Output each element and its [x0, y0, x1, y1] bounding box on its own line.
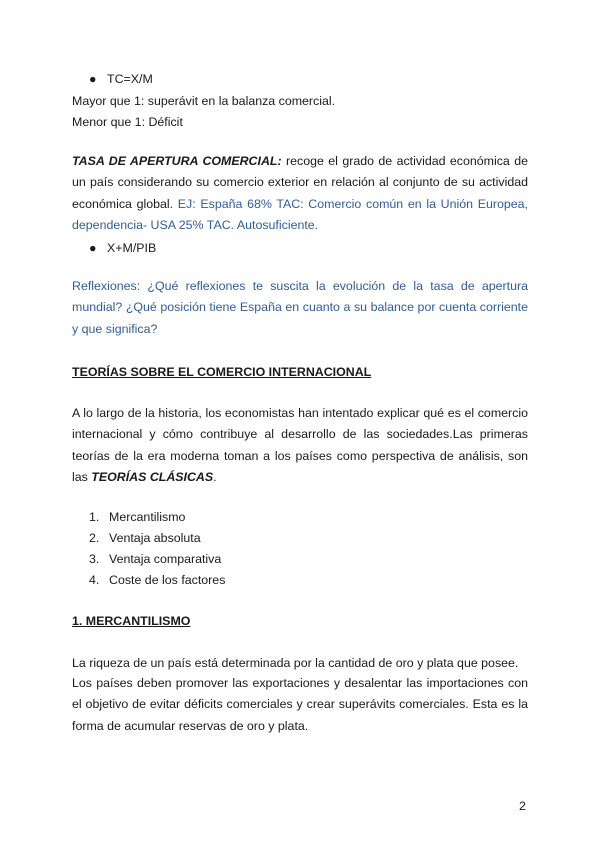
menor-que-1: Menor que 1: Déficit [72, 115, 183, 129]
mayor-que-1: Mayor que 1: superávit en la balanza comercial. [72, 94, 336, 108]
teorias-clasicas: TEORÍAS CLÁSICAS [91, 470, 214, 485]
list-number: 4. [89, 573, 100, 587]
bullet-dot: ● [89, 241, 97, 255]
mercantilismo-p2: Los países deben promover las exportaciones y desalentar las importaciones con el objetivo de evitar déficits comerciales y crear superávits comerciales. Esta es la forma de acumular reservas de oro y plata. [72, 676, 528, 733]
tasa-definition: recoge el grado de actividad económica de un país considerando su comercio exterior en relación al conjunto de su actividad económica global. [72, 154, 528, 211]
list-item: Coste de los factores [109, 573, 226, 587]
teorias-text: A lo largo de la historia, los economistas han intentado explicar qué es el comercio internacional y cómo contribuye al desarrollo de las sociedades.Las primeras teorías de la era moderna toman a los países como perspectiva de análisis, son las [72, 406, 528, 485]
list-item: Mercantilismo [109, 510, 186, 524]
mercantilismo-p1: La riqueza de un país está determinada por la cantidad de oro y plata que posee. [72, 656, 519, 670]
list-number: 1. [89, 510, 100, 524]
teorias-heading: TEORÍAS SOBRE EL COMERCIO INTERNACIONAL [72, 365, 372, 379]
formula-tc: TC=X/M [107, 72, 153, 86]
tasa-term: TASA DE APERTURA COMERCIAL: [72, 154, 282, 168]
list-item: Ventaja absoluta [109, 531, 201, 545]
formula-tac: X+M/PIB [107, 241, 157, 255]
bullet-dot: ● [89, 72, 97, 86]
list-item: Ventaja comparativa [109, 552, 222, 566]
page-number: 2 [519, 799, 526, 813]
tasa-apertura-paragraph [72, 151, 528, 237]
list-number: 2. [89, 531, 100, 545]
reflexiones-paragraph: Reflexiones: ¿Qué reflexiones te suscita la evolución de la tasa de apertura mundial? ¿Qué posición tiene España en cuanto a su balance por cuenta corriente y que significa? [72, 279, 528, 336]
teorias-end: . [213, 470, 217, 485]
tasa-example: EJ: España 68% TAC: Comercio común en la Unión Europea, dependencia- USA 25% TAC. Autosuficiente. [72, 196, 528, 233]
teorias-paragraph [72, 403, 528, 489]
list-number: 3. [89, 552, 100, 566]
mercantilismo-heading: 1. MERCANTILISMO [72, 614, 191, 628]
